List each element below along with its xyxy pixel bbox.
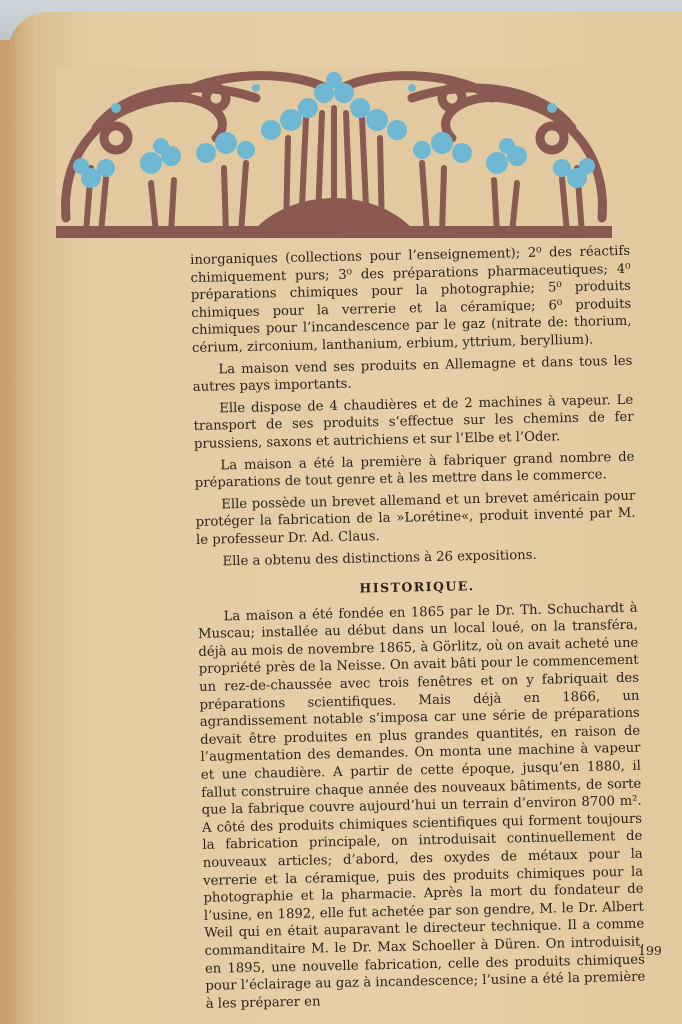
page-text-block [190, 243, 646, 1013]
section-heading-historique: HISTORIQUE. [359, 578, 475, 596]
paragraph-brevet: Elle possède un brevet allemand et un brevet américain pour protéger la fabrication de la »Lorétine«, produit inventé par M. le professeur Dr. Ad. Claus. [195, 488, 636, 548]
ornamental-header-illustration [56, 68, 612, 238]
paragraph-historique: La maison a été fondée en 1865 par le Dr. Th. Schuchardt à Muscau; installée au début dans un local loué, on la transféra, déjà au mois de novembre 1865, à Görlitz, où on avait acheté une propriété près de la Neisse. On avait bâti pour le commencement un rez-de-chaussée avec trois fenêtres et on y fabriquait des préparations scientifiques. Mais déjà en 1866, un agrandissement notable s’imposa car une série de préparations devait être produites en plus grandes quantités, en raison de l’augmentation des demandes. On monta une machine à vapeur et une chaudière. A partir de cette époque, jusqu’en 1880, il fallut construire chaque année des nouveaux bâtiments, de sorte que la fabrique couvre aujourd’hui un terrain d’environ 8700 m². A côté des produits chimiques scientifiques qui forment toujours la fabrication principale, on introduisait continuellement de nouveaux articles; d’abord, des oxydes de métaux pour la verrerie et la céramique, puis des produits chimiques pour la photographie et la pharmacie. Après la mort du fondateur de l’usine, en 1892, elle fut achetée par son gendre, M. le Dr. Albert Weil qui en était auparavant le directeur technique. Il a comme commanditaire M. le Dr. Max Schoeller à Düren. On introduisit, en 1895, une nouvelle fabrication, celle des produits chimiques pour l’éclairage au gaz à incandescence; l’usine a été la première à les préparer en [197, 600, 646, 1012]
paragraph-vente: La maison vend ses produits en Allemagne et dans tous les autres pays importants. [192, 353, 633, 396]
paragraph-premiere: La maison a été la première à fabriquer grand nombre de préparations de tout genre et à les mettre dans le commerce. [194, 449, 635, 492]
paragraph-chaudieres: Elle dispose de 4 chaudières et de 2 machines à vapeur. Le transport de ses produits s’effectue sur les chemins de fer prussiens, saxons et autrichiens et sur l’Elbe et l’Oder. [193, 392, 634, 452]
paragraph-distinctions: Elle a obtenu des distinctions à 26 expositions. [222, 547, 537, 569]
paragraph-inorganiques: inorganiques (collections pour l’enseignement); 2⁰ des réactifs chimiquement purs; 3⁰ des préparations pharmaceutiques; 4⁰ préparations chimiques pour la photographie; 5⁰ produits chimiques pour la verrerie et la céramique; 6⁰ produits chimiques pour l’incandescence par le gaz (nitrate de: thorium, cérium, zirconium, lanthanium, erbium, yttrium, beryllium). [190, 243, 632, 356]
page-number: 199 [638, 943, 662, 958]
